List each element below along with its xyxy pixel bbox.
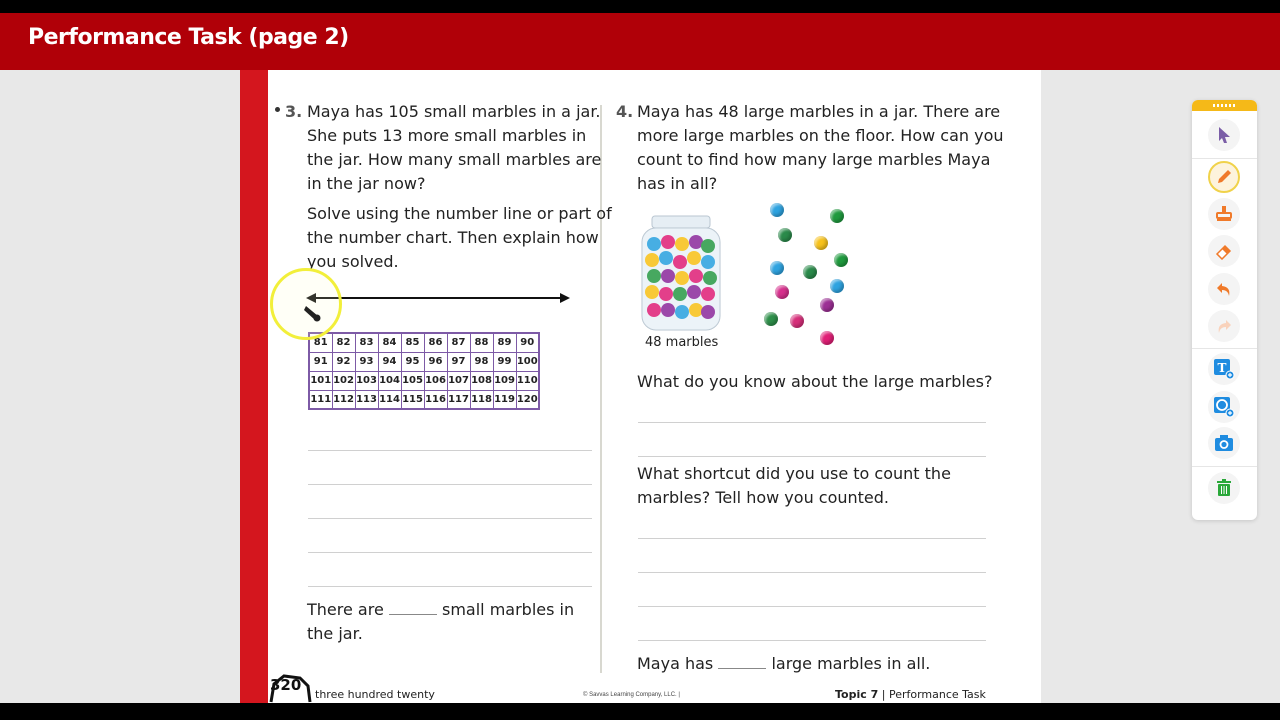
top-black-bar (0, 0, 1280, 13)
page-title: Performance Task (page 2) (28, 25, 349, 50)
q4-line: has in all? (637, 174, 718, 193)
number-chart-cell[interactable]: 90 (516, 333, 539, 352)
number-chart-cell[interactable]: 86 (424, 333, 447, 352)
number-chart-row (309, 390, 539, 409)
answer-prefix: There are (307, 600, 384, 619)
answer-suffix: the jar. (307, 624, 363, 643)
answer-line[interactable] (638, 606, 986, 607)
number-chart-cell[interactable]: 91 (309, 352, 332, 371)
q4-prompt2-line: What shortcut did you use to count the (637, 464, 951, 483)
answer-line[interactable] (308, 586, 592, 587)
answer-line[interactable] (638, 640, 986, 641)
eraser-tool-button[interactable] (1208, 235, 1240, 267)
number-chart-cell[interactable]: 100 (516, 352, 539, 371)
page-number-words: three hundred twenty (315, 688, 435, 701)
number-chart-cell[interactable]: 104 (378, 371, 401, 390)
page-edge-stripe (240, 70, 268, 703)
answer-prefix: Maya has (637, 654, 714, 673)
number-chart-cell[interactable]: 82 (332, 333, 355, 352)
question-4-text (637, 100, 1004, 196)
bullet-marker (275, 107, 280, 112)
q3-instr-line: you solved. (307, 252, 399, 271)
answer-line[interactable] (638, 538, 986, 539)
cursor-icon (1216, 126, 1232, 144)
undo-button[interactable] (1208, 273, 1240, 305)
number-chart-cell[interactable]: 108 (470, 371, 493, 390)
number-chart-cell[interactable]: 83 (355, 333, 378, 352)
number-chart-cell[interactable]: 116 (424, 390, 447, 409)
footer-topic: Topic 7 | Performance Task (835, 688, 986, 701)
number-chart-cell[interactable]: 120 (516, 390, 539, 409)
number-chart-cell[interactable]: 95 (401, 352, 424, 371)
question-4-number: 4. (616, 102, 634, 121)
delete-button[interactable] (1208, 472, 1240, 504)
copyright: © Savvas Learning Company, LLC. | (583, 692, 680, 698)
toolbar-drag-handle[interactable] (1192, 100, 1257, 111)
number-chart-cell[interactable]: 115 (401, 390, 424, 409)
jar-label: 48 marbles (645, 335, 719, 350)
answer-blank[interactable] (389, 601, 437, 615)
number-chart-row (309, 352, 539, 371)
toolbar-separator (1192, 348, 1257, 349)
question-3-number: 3. (285, 102, 303, 121)
marble-jar-image (640, 214, 722, 332)
number-chart-cell[interactable]: 96 (424, 352, 447, 371)
question-3-instruction (307, 202, 612, 274)
q3-line: the jar. How many small marbles are (307, 150, 602, 169)
number-chart-cell[interactable]: 84 (378, 333, 401, 352)
number-chart-cell[interactable]: 112 (332, 390, 355, 409)
number-chart-cell[interactable]: 87 (447, 333, 470, 352)
number-chart-cell[interactable]: 111 (309, 390, 332, 409)
add-text-button[interactable] (1208, 353, 1240, 385)
answer-line[interactable] (308, 484, 592, 485)
answer-line[interactable] (638, 422, 986, 423)
number-chart-cell[interactable]: 117 (447, 390, 470, 409)
stamp-tool-button[interactable] (1208, 198, 1240, 230)
q3-instr-line: Solve using the number line or part of (307, 204, 612, 223)
redo-button[interactable] (1208, 310, 1240, 342)
number-chart-cell[interactable]: 93 (355, 352, 378, 371)
pen-cursor-icon (302, 302, 324, 324)
q4-line: Maya has 48 large marbles in a jar. There are (637, 102, 1001, 121)
screenshot-button[interactable] (1208, 427, 1240, 459)
toolbar-separator (1192, 466, 1257, 467)
number-chart-cell[interactable]: 118 (470, 390, 493, 409)
camera-icon (1214, 434, 1234, 452)
answer-line[interactable] (308, 518, 592, 519)
number-chart-cell[interactable]: 106 (424, 371, 447, 390)
number-chart-cell[interactable]: 105 (401, 371, 424, 390)
number-chart-cell[interactable]: 97 (447, 352, 470, 371)
section-label: Performance Task (888, 688, 986, 701)
number-chart-cell[interactable]: 89 (493, 333, 516, 352)
number-chart[interactable] (308, 332, 540, 410)
number-chart-cell[interactable]: 114 (378, 390, 401, 409)
number-chart-cell[interactable]: 98 (470, 352, 493, 371)
number-line[interactable] (306, 292, 570, 304)
viewer-stage (0, 70, 1280, 703)
question-4-answer-sentence (637, 652, 930, 676)
number-chart-cell[interactable]: 103 (355, 371, 378, 390)
number-chart-row (309, 333, 539, 352)
q4-line: more large marbles on the floor. How can you (637, 126, 1004, 145)
zoom-tool-button[interactable] (1208, 391, 1240, 423)
question-4-prompt-1: What do you know about the large marbles? (637, 372, 993, 391)
answer-line[interactable] (638, 572, 986, 573)
answer-suffix: large marbles in all. (771, 654, 931, 673)
annotation-toolbar (1192, 100, 1257, 520)
number-chart-cell[interactable]: 109 (493, 371, 516, 390)
number-chart-cell[interactable]: 101 (309, 371, 332, 390)
number-chart-cell[interactable]: 94 (378, 352, 401, 371)
number-chart-cell[interactable]: 113 (355, 390, 378, 409)
q3-line: Maya has 105 small marbles in a jar. (307, 102, 601, 121)
topic-label: Topic 7 (835, 688, 879, 701)
number-chart-cell[interactable]: 92 (332, 352, 355, 371)
page-number: 320 (270, 676, 302, 694)
text-add-icon (1213, 358, 1235, 380)
q3-line: She puts 13 more small marbles in (307, 126, 587, 145)
number-chart-cell[interactable]: 110 (516, 371, 539, 390)
number-chart-cell[interactable]: 102 (332, 371, 355, 390)
question-4-prompt-2 (637, 462, 951, 510)
trash-icon (1216, 479, 1232, 497)
zoom-add-icon (1213, 396, 1235, 418)
redo-icon (1215, 317, 1233, 335)
svg-text:T: T (1217, 361, 1227, 375)
pencil-icon (1215, 168, 1233, 186)
answer-line[interactable] (308, 552, 592, 553)
number-chart-cell[interactable]: 119 (493, 390, 516, 409)
number-chart-cell[interactable]: 107 (447, 371, 470, 390)
header-bar (0, 13, 1280, 70)
undo-icon (1215, 280, 1233, 298)
number-chart-row (309, 371, 539, 390)
toolbar-separator (1192, 158, 1257, 159)
workbook-page[interactable] (240, 70, 1041, 703)
number-chart-cell[interactable]: 85 (401, 333, 424, 352)
bottom-black-bar (0, 703, 1280, 720)
answer-line[interactable] (308, 450, 592, 451)
answer-suffix: small marbles in (441, 600, 575, 619)
q4-line: count to find how many large marbles Maya (637, 150, 991, 169)
number-chart-cell[interactable]: 81 (309, 333, 332, 352)
number-chart-cell[interactable]: 99 (493, 352, 516, 371)
pen-tool-button[interactable] (1208, 161, 1240, 193)
select-tool-button[interactable] (1208, 119, 1240, 151)
answer-blank[interactable] (718, 655, 766, 669)
answer-line[interactable] (638, 456, 986, 457)
question-3-text (307, 100, 601, 196)
stamp-icon (1215, 205, 1233, 223)
q3-line: in the jar now? (307, 174, 426, 193)
eraser-icon (1215, 242, 1233, 260)
q4-prompt2-line: marbles? Tell how you counted. (637, 488, 890, 507)
question-3-answer-sentence (307, 598, 574, 646)
q3-instr-line: the number chart. Then explain how (307, 228, 599, 247)
number-chart-cell[interactable]: 88 (470, 333, 493, 352)
